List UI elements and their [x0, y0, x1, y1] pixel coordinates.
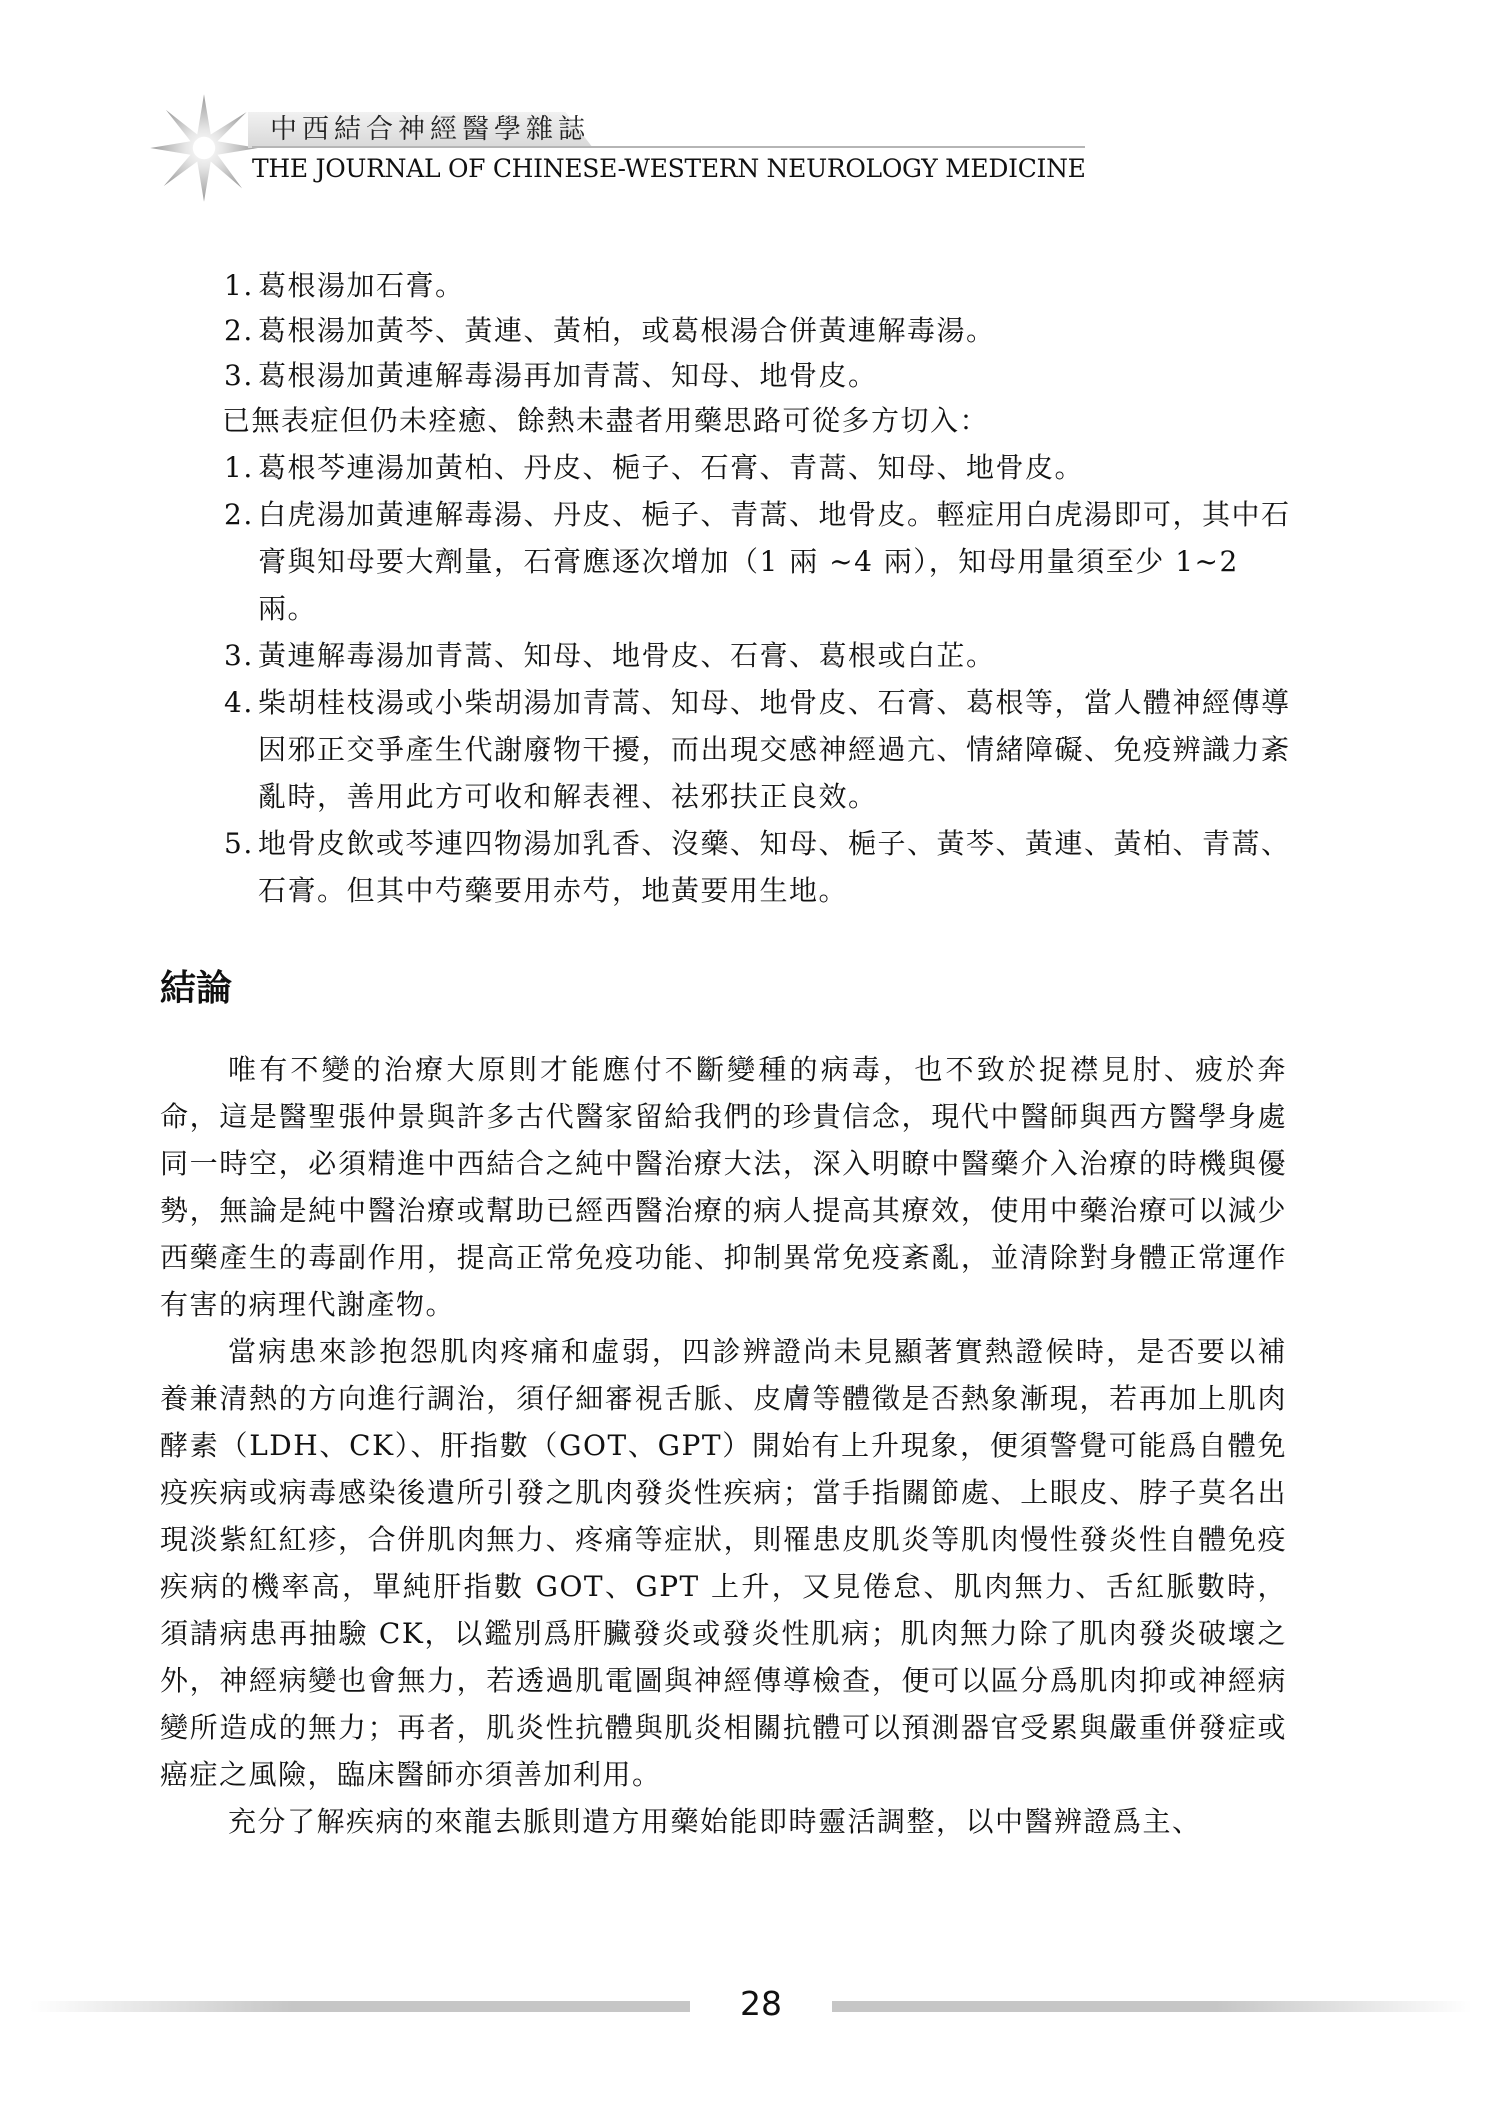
footer-bar-right	[832, 2001, 1472, 2012]
star-burst-icon	[148, 92, 260, 204]
list-item	[160, 444, 1295, 491]
list-item-text: 葛根湯加黃芩、黃連、黃柏，或葛根湯合併黃連解毒湯。	[258, 314, 996, 347]
list-item-text: 葛根湯加黃連解毒湯再加青蒿、知母、地骨皮。	[258, 359, 878, 392]
formula-list-b	[160, 444, 1295, 914]
list-item-number: 1.	[224, 269, 254, 302]
body-paragraph: 當病患來診抱怨肌肉疼痛和虛弱，四診辨證尚未見顯著實熱證候時，是否要以補養兼清熱的方向進行調治，須仔細審視舌脈、皮膚等體徵是否熱象漸現，若再加上肌肉酵素（LDH、CK）、肝指數（GOT、GPT）開始有上升現象，便須警覺可能爲自體免疫疾病或病毒感染後遺所引發之肌肉發炎性疾病；當手指關節處、上眼皮、脖子莫名出現淡紫紅紅疹，合併肌肉無力、疼痛等症狀，則罹患皮肌炎等肌肉慢性發炎性自體免疫疾病的機率高，單純肝指數 GOT、GPT 上升，又見倦怠、肌肉無力、舌紅脈數時，須請病患再抽驗 CK，以鑑別爲肝臟發炎或發炎性肌病；肌肉無力除了肌肉發炎破壞之外，神經病變也會無力，若透過肌電圖與神經傳導檢查，便可以區分爲肌肉抑或神經病變所造成的無力；再者，肌炎性抗體與肌炎相關抗體可以預測器官受累與嚴重併發症或癌症之風險，臨床醫師亦須善加利用。	[160, 1335, 1287, 1791]
formula-list-a	[160, 262, 1295, 399]
journal-title-chinese: 中西結合神經醫學雜誌	[270, 114, 590, 145]
footer-bar-left	[30, 2001, 690, 2012]
list-intro-text: 已無表症但仍未痊癒、餘熱未盡者用藥思路可從多方切入：	[222, 404, 990, 437]
list-item-number: 5.	[224, 827, 254, 860]
list-item-number: 2.	[224, 314, 254, 347]
list-item-text: 柴胡桂枝湯或小柴胡湯加青蒿、知母、地骨皮、石膏、葛根等，當人體神經傳導因邪正交爭產生代謝廢物干擾，而出現交感神經過亢、情緒障礙、免疫辨識力紊亂時，善用此方可收和解表裡、祛邪扶正良效。	[258, 686, 1291, 813]
list-item	[160, 632, 1295, 679]
list-item	[160, 679, 1295, 820]
list-item-number: 4.	[224, 686, 254, 719]
page-body	[160, 262, 1295, 1845]
list-item	[160, 352, 1295, 399]
list-item	[160, 820, 1295, 914]
list-item-number: 2.	[224, 498, 254, 531]
list-item-number: 3.	[224, 639, 254, 672]
list-item-text: 葛根芩連湯加黃柏、丹皮、梔子、石膏、青蒿、知母、地骨皮。	[258, 451, 1085, 484]
list-item-text: 葛根湯加石膏。	[258, 269, 465, 302]
page-number: 28	[740, 1984, 782, 2023]
list-item	[160, 307, 1295, 354]
list-item-number: 3.	[224, 359, 254, 392]
list-item-text: 白虎湯加黃連解毒湯、丹皮、梔子、青蒿、地骨皮。輕症用白虎湯即可，其中石膏與知母要大劑量，石膏應逐次增加（1 兩 ~4 兩），知母用量須至少 1~2 兩。	[258, 498, 1291, 625]
list-item-text: 黃連解毒湯加青蒿、知母、地骨皮、石膏、葛根或白芷。	[258, 639, 996, 672]
list-item	[160, 491, 1295, 632]
list-item-text: 地骨皮飲或芩連四物湯加乳香、沒藥、知母、梔子、黃芩、黃連、黃柏、青蒿、石膏。但其中芍藥要用赤芍，地黃要用生地。	[258, 827, 1291, 907]
body-paragraph: 唯有不變的治療大原則才能應付不斷變種的病毒，也不致於捉襟見肘、疲於奔命，這是醫聖張仲景與許多古代醫家留給我們的珍貴信念，現代中醫師與西方醫學身處同一時空，必須精進中西結合之純中醫治療大法，深入明瞭中醫藥介入治療的時機與優勢，無論是純中醫治療或幫助已經西醫治療的病人提高其療效，使用中藥治療可以減少西藥產生的毒副作用，提高正常免疫功能、抑制異常免疫紊亂，並清除對身體正常運作有害的病理代謝產物。	[160, 1053, 1287, 1321]
page-header	[0, 0, 1500, 200]
list-item-number: 1.	[224, 451, 254, 484]
body-paragraph: 充分了解疾病的來龍去脈則遣方用藥始能即時靈活調整，以中醫辨證爲主、	[228, 1805, 1202, 1838]
header-divider	[252, 146, 1085, 148]
journal-title-english: THE JOURNAL OF CHINESE-WESTERN NEUROLOGY MEDICINE	[252, 154, 1086, 183]
list-item	[160, 262, 1295, 309]
page-footer	[0, 1984, 1500, 2024]
section-heading: 結論	[160, 968, 233, 1009]
